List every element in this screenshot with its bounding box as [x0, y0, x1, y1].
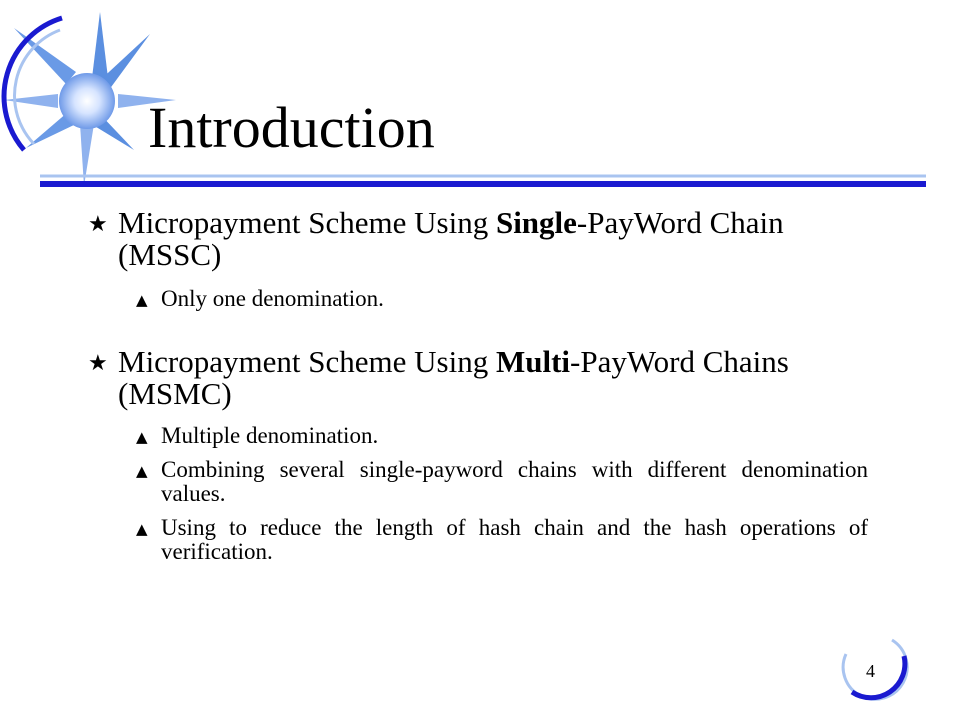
- star-bullet-icon: ★: [88, 212, 108, 237]
- bullet-text-post: -PayWord Chain (MSSC): [118, 205, 784, 272]
- page-number-badge: [843, 640, 907, 699]
- triangle-bullet-icon: ▲: [136, 462, 148, 480]
- sub-bullet-text: Multiple denomination.: [161, 423, 379, 448]
- triangle-bullet-icon: ▲: [136, 520, 148, 538]
- bullet-text-bold: Multi: [495, 344, 571, 379]
- slide-title: Introduction: [148, 95, 435, 160]
- bullet-text-bold: Single: [495, 205, 577, 240]
- slide-content: [88, 207, 868, 564]
- sub-bullet-only-one-denomination: [88, 287, 868, 311]
- triangle-bullet-icon: ▲: [136, 291, 148, 309]
- page-number: 4: [866, 661, 875, 681]
- bullet-text-pre: Micropayment Scheme Using: [118, 344, 496, 379]
- star-bullet-icon: ★: [88, 351, 108, 376]
- sub-bullet-combining-chains: [88, 458, 868, 506]
- bullet-mssc: [88, 207, 868, 271]
- bullet-text-pre: Micropayment Scheme Using: [118, 205, 496, 240]
- sub-bullet-text: Using to reduce the length of hash chain and the hash operations of verification.: [161, 515, 868, 564]
- bullet-msmc: [88, 346, 868, 410]
- sub-bullet-reduce-hash-chain: [88, 516, 868, 564]
- sub-bullet-multiple-denomination: [88, 424, 868, 448]
- sub-bullet-text: Combining several single-payword chains with different denomination values.: [161, 457, 868, 506]
- triangle-bullet-icon: ▲: [136, 428, 148, 446]
- bullet-text-post: -PayWord Chains (MSMC): [118, 344, 789, 411]
- sub-bullet-text: Only one denomination.: [161, 286, 384, 311]
